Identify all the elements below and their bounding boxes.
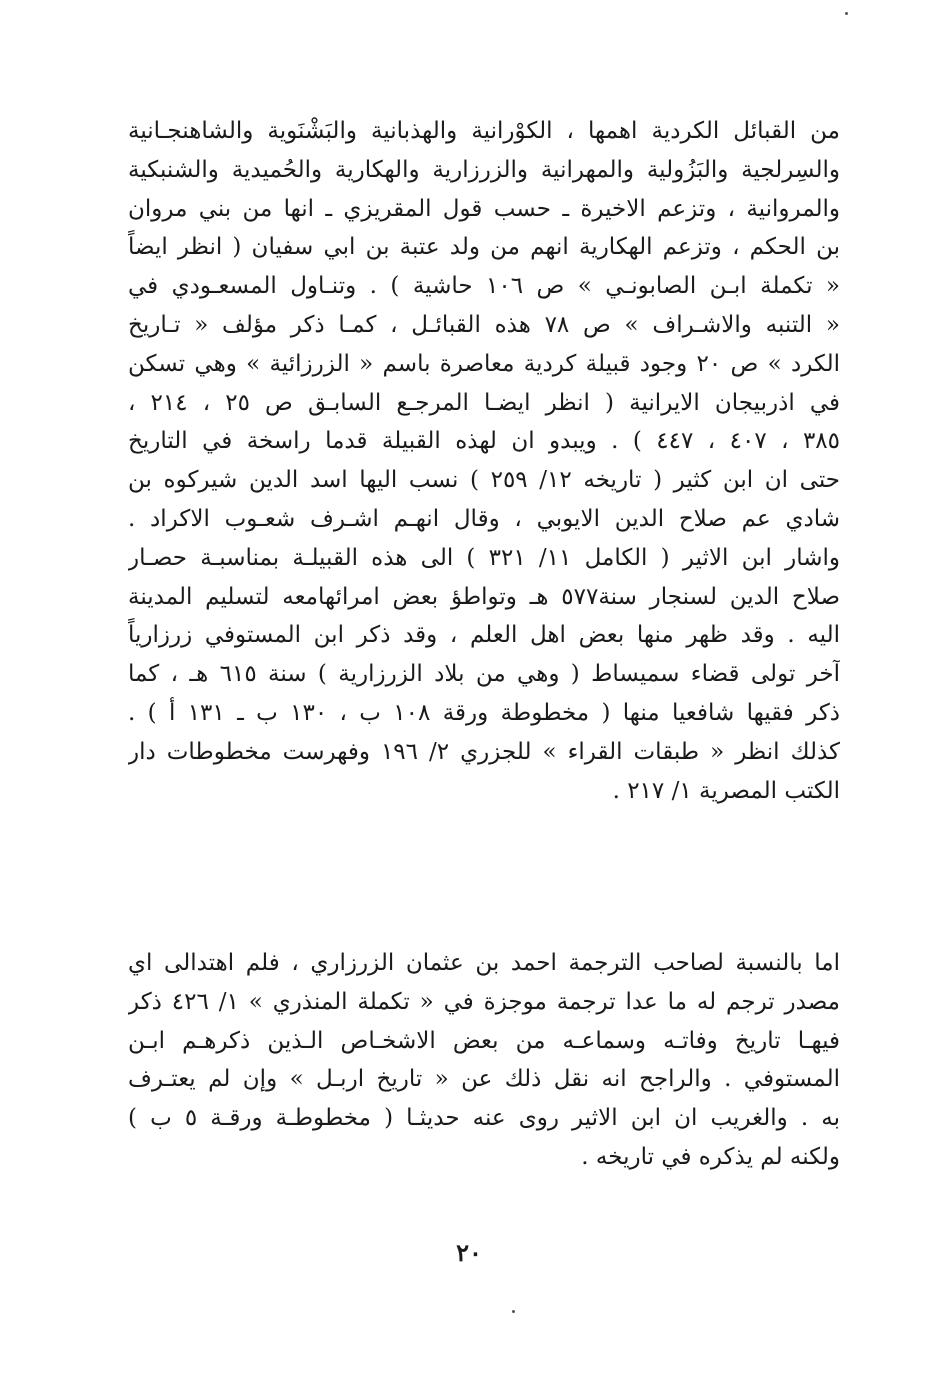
text-line: اليه . وقد ظهر منها بعض اهل العلم ، وقد ذكر ابن المستوفي زرزارياً xyxy=(128,622,840,649)
text-line: آخر تولى قضاء سميساط ( وهي من بلاد الزرزارية ) سنة ٦١٥ هـ ، كما xyxy=(128,661,840,688)
paragraph-2 xyxy=(128,944,840,1177)
text-line: الكرد » ص ٢٠ وجود قبيلة كردية معاصرة باسم « الزرزائية » وهي تسكن xyxy=(128,350,840,377)
text-line: والسِرلجية والبَزُولية والمهرانية والزرزارية والهكارية والحُميدية والشنبكية xyxy=(128,156,840,183)
text-line: صلاح الدين لسنجار سنة٥٧٧ هـ وتواطؤ بعض امرائهامعه لتسليم المدينة xyxy=(128,583,840,610)
text-line: شادي عم صلاح الدين الايوبي ، وقال انهـم اشـرف شعـوب الاكراد . xyxy=(128,505,840,532)
scan-speck xyxy=(512,1310,515,1313)
text-line: « التنبه والاشـراف » ص ٧٨ هذه القبائـل ، كمـا ذكر مؤلف « تـاريخ xyxy=(128,311,840,338)
text-line: ٣٨٥ ، ٤٠٧ ، ٤٤٧ ) . ويبدو ان لهذه القبيلة قدما راسخة في التاريخ xyxy=(128,428,840,455)
text-line: بن الحكم ، وتزعم الهكارية انهم من ولد عتبة بن ابي سفيان ( انظر ايضاً xyxy=(128,234,840,261)
text-line: في اذربيجان الايرانية ( انظر ايضـا المرجـع السابـق ص ٢٥ ، ٢١٤ ، xyxy=(128,389,840,416)
text-line: مصدر ترجم له ما عدا ترجمة موجزة في « تكملة المنذري » ١/ ٤٢٦ ذكر xyxy=(128,988,840,1015)
text-line: ولكنه لم يذكره في تاريخه . xyxy=(581,1143,840,1170)
text-line: اما بالنسبة لصاحب الترجمة احمد بن عثمان الزرزاري ، فلم اهتدالى اي xyxy=(128,950,840,976)
text-line: فيهـا تاريخ وفاتـه وسماعـه من بعض الاشخـاص الـذين ذكرهـم ابـن xyxy=(128,1027,840,1054)
text-line: به . والغريب ان ابن الاثير روى عنه حديثـا ( مخطوطـة ورقـة ٥ ب ) xyxy=(128,1105,840,1132)
text-line: من القبائل الكردية اهمها ، الكوْرانية والهذبانية والبَشْنَوية والشاهنجـانية xyxy=(128,118,840,144)
text-line: المستوفي . والراجح انه نقل ذلك عن « تاريخ اربـل » وإن لم يعتـرف xyxy=(128,1066,840,1093)
text-line: واشار ابن الاثير ( الكامل ١١/ ٣٢١ ) الى هذه القبيلـة بمناسبـة حصـار xyxy=(128,544,840,571)
paragraph-1 xyxy=(128,112,840,810)
text-line: حتى ان ابن كثير ( تاريخه ١٢/ ٢٥٩ ) نسب اليها اسد الدين شيركوه بن xyxy=(128,467,840,494)
text-line: كذلك انظر « طبقات القراء » للجزري ٢/ ١٩٦ وفهرست مخطوطات دار xyxy=(128,738,840,765)
scan-speck xyxy=(845,12,848,15)
text-line: « تكملة ابـن الصابونـي » ص ١٠٦ حاشية ) . وتنـاول المسعـودي في xyxy=(128,273,840,300)
page-number: ٢٠ xyxy=(456,1238,482,1267)
text-line: الكتب المصرية ١/ ٢١٧ . xyxy=(612,777,840,804)
text-line: ذكر فقيها شافعيا منها ( مخطوطة ورقة ١٠٨ ب ، ١٣٠ ب ـ ١٣١ أ ) . xyxy=(128,699,840,726)
text-line: والمروانية ، وتزعم الاخيرة ـ حسب قول المقريزي ـ انها من بني مروان xyxy=(128,195,840,222)
